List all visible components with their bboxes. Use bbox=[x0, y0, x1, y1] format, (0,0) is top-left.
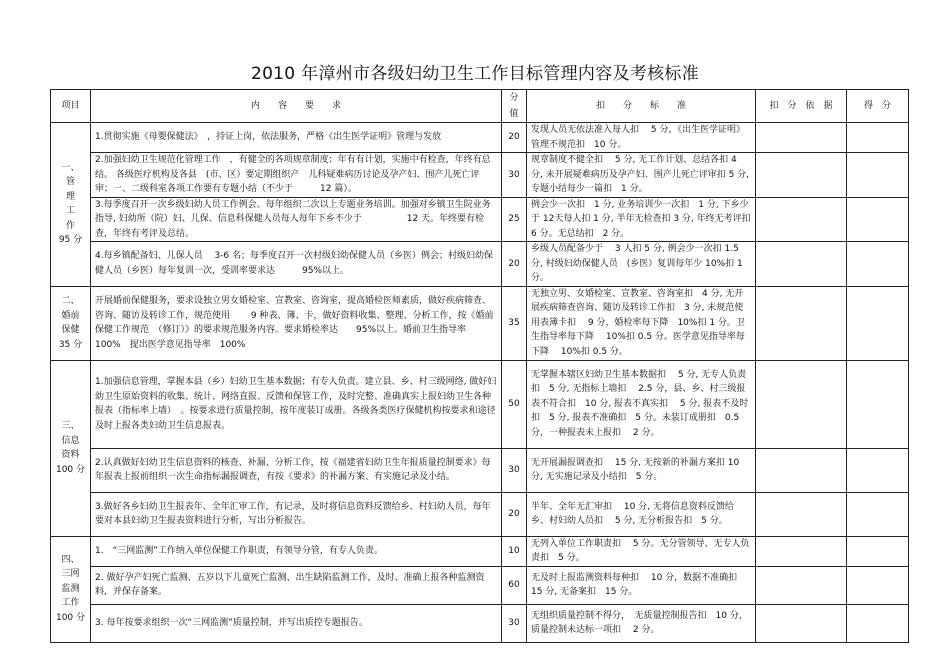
standard-cell: 规章制度不健全扣 5 分, 无工作计划、总结各扣 4 分, 未开展疑难病历及孕产妇、围产儿死亡评审扣 5 分, 专题小结每少一篇扣 1 分。 bbox=[527, 153, 756, 198]
table-row bbox=[51, 360, 909, 448]
score-cell: 20 bbox=[502, 123, 527, 153]
standard-cell: 无开展漏报调查扣 15 分, 无按新的补漏方案扣 10 分, 无实施记录及小结扣 5 分。 bbox=[527, 448, 756, 492]
basis-cell[interactable] bbox=[756, 536, 847, 566]
document-title: 2010 年漳州市各级妇幼卫生工作目标管理内容及考核标准 bbox=[250, 64, 700, 84]
table-row bbox=[51, 566, 909, 604]
score-cell: 25 bbox=[502, 197, 527, 242]
got-cell[interactable] bbox=[847, 536, 909, 566]
basis-cell[interactable] bbox=[756, 492, 847, 536]
table-row bbox=[51, 242, 909, 287]
content-cell: 2. 做好孕产妇死亡监测、五岁以下儿童死亡监测、出生缺陷监测工作，及时、准确上报各种监测资料，并保存备案。 bbox=[91, 566, 502, 604]
table-row bbox=[51, 286, 909, 360]
table-row bbox=[51, 197, 909, 242]
content-cell: 1.加强信息管理，掌握本县（乡）妇幼卫生基本数据；有专人负责。建立县、乡、村三级网络, 做好妇幼卫生原始资料的收集、统计、网络直报、反馈和保管工作，及时完整、准确真实上报妇幼卫生各种报表（指标率上墙） 。按要求进行质量控制，按年度装订成册。各级各类医疗保健机构按要求和途径及时上报各类妇幼卫生信息报表。 bbox=[91, 360, 502, 448]
score-cell: 10 bbox=[502, 536, 527, 566]
header-score bbox=[502, 90, 527, 123]
content-cell: 1. “三网监测”工作纳入单位保健工作职责，有领导分管，有专人负责。 bbox=[91, 536, 502, 566]
table-row bbox=[51, 153, 909, 198]
score-cell: 60 bbox=[502, 566, 527, 604]
content-cell: 2.认真做好妇幼卫生信息资料的核查、补漏、分析工作，按《福建省妇幼卫生年报质量控制要求》每年报表上报前组织一次生命指标漏报调查，有按《要求》的补漏方案、有实施记录及小结。 bbox=[91, 448, 502, 492]
score-cell: 30 bbox=[502, 448, 527, 492]
score-cell: 20 bbox=[502, 492, 527, 536]
standard-cell: 半年、全年无汇审扣 10 分, 无将信息资料反馈给乡、村妇幼人员扣 5 分, 无分析报告扣 5 分。 bbox=[527, 492, 756, 536]
assessment-table bbox=[50, 89, 909, 643]
got-cell[interactable] bbox=[847, 197, 909, 242]
got-cell[interactable] bbox=[847, 448, 909, 492]
header-item: 项目 bbox=[51, 90, 91, 123]
score-cell: 50 bbox=[502, 360, 527, 448]
table-row bbox=[51, 123, 909, 153]
standard-cell: 例会少一次扣 1 分, 业务培训少一次扣 1 分, 下乡少于 12天每人扣 1 分, 半年无检查扣 3 分, 年终无考评扣 6 分。无总结扣 2 分。 bbox=[527, 197, 756, 242]
basis-cell[interactable] bbox=[756, 286, 847, 360]
header-got-score: 得 分 bbox=[847, 90, 909, 123]
basis-cell[interactable] bbox=[756, 360, 847, 448]
standard-cell: 无独立男、女婚检室、宣教室、咨询室扣 4 分, 无开展疾病筛查咨询、随访及转诊工作扣 3 分, 未规范使用表簿卡扣 9 分，婚检率每下降 10%扣 1 分。卫生指导率每下降 10%扣 0.5 分。医学意见指导率每下降 10%扣 0.5 分。 bbox=[527, 286, 756, 360]
standard-cell: 发现人员无依法准入每人扣 5 分，《出生医学证明》管理不规范扣 10 分。 bbox=[527, 123, 756, 153]
score-cell: 20 bbox=[502, 242, 527, 287]
header-deduct-standard: 扣 分 标 准 bbox=[527, 90, 756, 123]
header-score-top: 分 bbox=[509, 93, 519, 103]
score-cell: 30 bbox=[502, 153, 527, 198]
basis-cell[interactable] bbox=[756, 448, 847, 492]
section-label-information: 三、 信息 资料 100 分 bbox=[51, 360, 91, 536]
section-label-premarital: 二、 婚前 保健 35 分 bbox=[51, 286, 91, 360]
got-cell[interactable] bbox=[847, 604, 909, 642]
basis-cell[interactable] bbox=[756, 566, 847, 604]
got-cell[interactable] bbox=[847, 153, 909, 198]
standard-cell: 无组织质量控制不得分， 无质量控制报告扣 10 分，质量控制未达标一项扣 2 分。 bbox=[527, 604, 756, 642]
table-row bbox=[51, 604, 909, 642]
content-cell: 4.每乡镇配备妇、儿保人员 3-6 名；每季度召开一次村级妇幼保健人员（乡医）例会；村级妇幼保健人员（乡医）每年复训一次，受训率要求达 95%以上。 bbox=[91, 242, 502, 287]
score-cell: 30 bbox=[502, 604, 527, 642]
table-row bbox=[51, 536, 909, 566]
section-label-management: 一、 管 理 工 作 95 分 bbox=[51, 123, 91, 287]
basis-cell[interactable] bbox=[756, 197, 847, 242]
content-cell: 开展婚前保健服务，要求设独立男女婚检室、宣教室、咨询室，提高婚检医师素质，做好疾病筛查、咨询、随访及转诊工作，规范使用 9 种表、簿、卡，做好资料收集、整理、分析工作，按《婚前保健工作规范 （修订）》的要求规范服务内容。要求婚检率达 95%以上。婚前卫生指导率 100% 提出医学意见指导率 100% bbox=[91, 286, 502, 360]
content-cell: 1.贯彻实施《母婴保健法》 ，持证上岗，依法服务，严格《出生医学证明》管理与发放 bbox=[91, 123, 502, 153]
score-cell: 35 bbox=[502, 286, 527, 360]
content-cell: 3.做好各乡妇幼卫生报表年、全年汇审工作，有记录，及时将信息资料反馈给乡、村妇幼人员，每年要对本县妇幼卫生报表资料进行分析，写出分析报告。 bbox=[91, 492, 502, 536]
content-cell: 2.加强妇幼卫生规范化管理工作 ，有健全的各项规章制度；年有有计划，实施中有检查，年终有总结。 各级医疗机构及各县 (市、区）要定期组织产 儿科疑难病历讨论及孕产妇、围产儿死亡评审；一、二级科室各项工作要有专题小结（不少于 12 篇）。 bbox=[91, 153, 502, 198]
content-cell: 3.每季度召开一次乡级妇幼人员工作例会。每年组织二次以上专题业务培训。加强对乡镇卫生院业务指导, 妇幼所（院）妇、儿保、信息科保健人员每人每年下乡不少于 12 天。年终要有检查，年终有考评及总结。 bbox=[91, 197, 502, 242]
got-cell[interactable] bbox=[847, 566, 909, 604]
got-cell[interactable] bbox=[847, 286, 909, 360]
standard-cell: 乡级人员配备少于 3 人扣 5 分, 例会少一次扣 1.5 分, 村级妇幼保健人员 (乡医）复训每年少 10%扣 1 分。 bbox=[527, 242, 756, 287]
standard-cell: 无掌握本辖区妇幼卫生基本数据扣 5 分, 无专人负责扣 5 分, 无指标上墙扣 2.5 分，县、乡、村三级报表不符合扣 10 分, 报表不真实扣 5 分, 报表不及时扣 5 分, 报表不准确扣 5 分。未装订成册扣 0.5 分，一种报表未上报扣 2 分。 bbox=[527, 360, 756, 448]
got-cell[interactable] bbox=[847, 492, 909, 536]
basis-cell[interactable] bbox=[756, 242, 847, 287]
header-content: 内 容 要 求 bbox=[91, 90, 502, 123]
got-cell[interactable] bbox=[847, 123, 909, 153]
table-row bbox=[51, 448, 909, 492]
standard-cell: 无列入单位工作职责扣 5 分。无分管领导、无专人负责扣 5 分。 bbox=[527, 536, 756, 566]
header-score-bottom: 值 bbox=[509, 109, 519, 119]
basis-cell[interactable] bbox=[756, 153, 847, 198]
standard-cell: 无及时上报监测资料每种扣 10 分，数据不准确扣 15 分, 无备案扣 15 分。 bbox=[527, 566, 756, 604]
content-cell: 3. 每年按要求组织一次“三网监测”质量控制，并写出质控专题报告。 bbox=[91, 604, 502, 642]
table-row bbox=[51, 492, 909, 536]
header-deduct-basis: 扣 分 依 据 bbox=[756, 90, 847, 123]
basis-cell[interactable] bbox=[756, 604, 847, 642]
section-label-three-network: 四、 三网 监测 工作 100 分 bbox=[51, 536, 91, 642]
basis-cell[interactable] bbox=[756, 123, 847, 153]
got-cell[interactable] bbox=[847, 360, 909, 448]
got-cell[interactable] bbox=[847, 242, 909, 287]
header-row bbox=[51, 90, 909, 123]
